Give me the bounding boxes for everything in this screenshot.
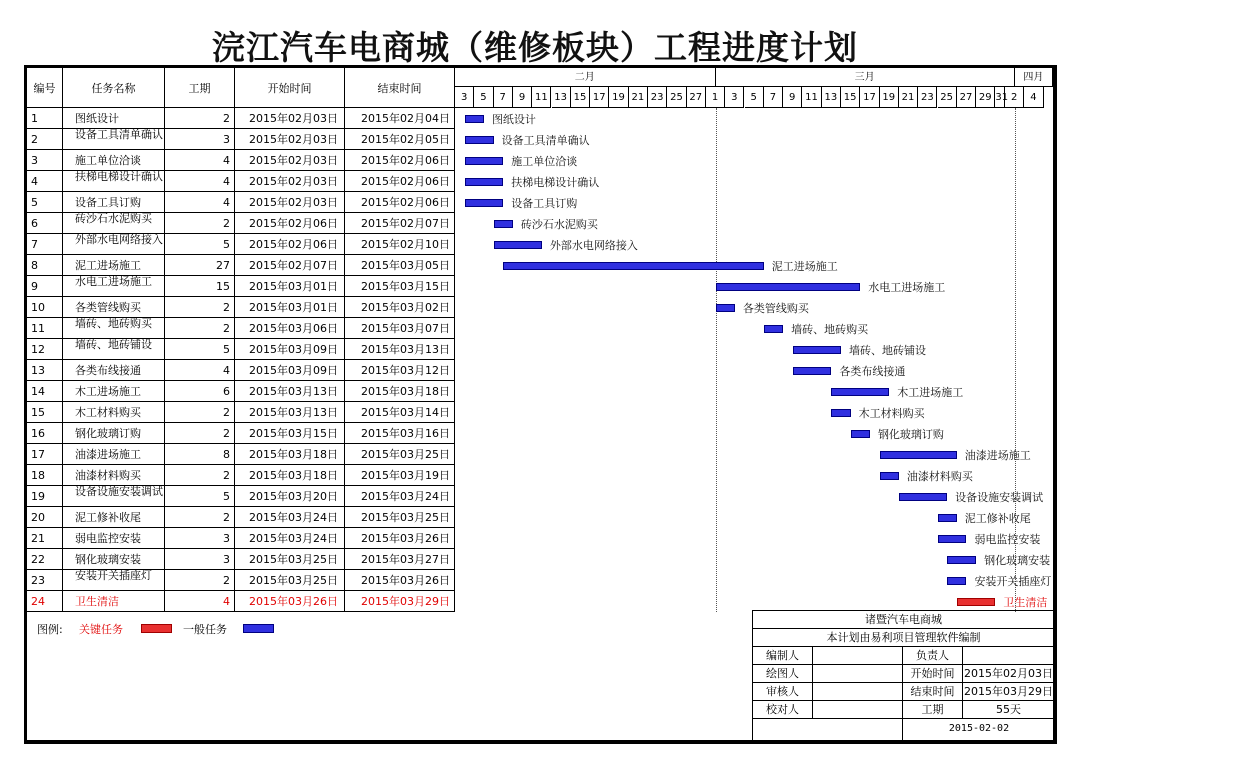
cell-name: 油漆进场施工 [63,444,165,465]
task-bar[interactable] [465,157,504,165]
day-tick-label: 29 [976,87,995,108]
table-row[interactable] [27,507,455,528]
cell-name: 外部水电网络接入 [63,234,165,255]
cell-id: 7 [27,234,63,255]
cell-duration: 2 [165,570,235,591]
cell-start: 2015年03月18日 [235,465,345,486]
cell-end: 2015年03月19日 [345,465,455,486]
task-bar[interactable] [938,514,957,522]
day-tick-label: 31 [995,87,1005,108]
table-row[interactable] [27,528,455,549]
info-box [752,610,1055,741]
cell-end: 2015年03月29日 [345,591,455,612]
info-checker-value [813,701,903,719]
cell-name: 卫生清洁 [63,591,165,612]
table-row[interactable] [27,465,455,486]
cell-start: 2015年03月09日 [235,360,345,381]
day-tick-label: 11 [532,87,551,108]
day-tick-label: 27 [687,87,706,108]
task-bar-label: 木工材料购买 [858,407,925,420]
cell-end: 2015年03月02日 [345,297,455,318]
critical-task-bar[interactable] [957,598,996,606]
info-start-label: 开始时间 [903,665,963,683]
month-divider [716,108,717,612]
cell-duration: 4 [165,171,235,192]
cell-start: 2015年03月13日 [235,381,345,402]
info-blank [753,719,903,741]
day-tick-label: 17 [590,87,609,108]
cell-start: 2015年02月06日 [235,234,345,255]
info-drawer-value [813,665,903,683]
day-tick-label: 23 [648,87,667,108]
cell-start: 2015年03月01日 [235,297,345,318]
cell-duration: 5 [165,486,235,507]
cell-id: 12 [27,339,63,360]
cell-end: 2015年03月13日 [345,339,455,360]
cell-id: 6 [27,213,63,234]
task-bar-label: 施工单位洽谈 [511,155,578,168]
cell-duration: 3 [165,129,235,150]
cell-end: 2015年02月06日 [345,171,455,192]
task-bar[interactable] [764,325,783,333]
task-bar[interactable] [793,367,832,375]
task-bar-label: 弱电监控安装 [974,533,1041,546]
task-bar-label: 油漆进场施工 [964,449,1031,462]
task-bar-label: 泥工修补收尾 [964,512,1031,525]
day-tick-label: 11 [802,87,821,108]
info-duration-value: 55天 [963,701,1055,719]
cell-end: 2015年03月05日 [345,255,455,276]
cell-start: 2015年03月18日 [235,444,345,465]
task-bar[interactable] [465,178,504,186]
cell-name: 施工单位洽谈 [63,150,165,171]
cell-start: 2015年03月15日 [235,423,345,444]
cell-id: 18 [27,465,63,486]
task-bar-label: 砖沙石水泥购买 [520,218,598,231]
day-tick-label: 4 [1024,87,1043,108]
table-row[interactable] [27,339,455,360]
task-bar-label: 图纸设计 [491,113,536,126]
task-bar[interactable] [465,136,494,144]
cell-start: 2015年02月03日 [235,192,345,213]
cell-start: 2015年03月09日 [235,339,345,360]
table-row[interactable] [27,402,455,423]
table-row[interactable] [27,234,455,255]
info-note: 本计划由易利项目管理软件编制 [753,629,1055,647]
cell-start: 2015年02月07日 [235,255,345,276]
cell-end: 2015年03月27日 [345,549,455,570]
table-row[interactable] [27,171,455,192]
cell-name: 钢化玻璃订购 [63,423,165,444]
gantt-chart [455,68,1053,612]
cell-name: 钢化玻璃安装 [63,549,165,570]
cell-id: 11 [27,318,63,339]
table-row[interactable] [27,192,455,213]
task-bar[interactable] [716,283,861,291]
info-end-label: 结束时间 [903,683,963,701]
table-row[interactable] [27,297,455,318]
cell-start: 2015年03月01日 [235,276,345,297]
info-checker-label: 校对人 [753,701,813,719]
task-bar[interactable] [793,346,841,354]
info-duration-label: 工期 [903,701,963,719]
cell-start: 2015年03月25日 [235,570,345,591]
cell-id: 8 [27,255,63,276]
day-tick-label: 13 [552,87,571,108]
task-bar-label: 钢化玻璃订购 [877,428,944,441]
task-bar[interactable] [494,220,513,228]
cell-end: 2015年03月07日 [345,318,455,339]
cell-id: 13 [27,360,63,381]
cell-id: 16 [27,423,63,444]
cell-id: 1 [27,108,63,129]
task-bar-label: 水电工进场施工 [868,281,946,294]
info-company: 诸暨汽车电商城 [753,611,1055,629]
legend-normal-swatch [243,624,274,633]
column-header: 开始时间 [235,68,345,108]
cell-duration: 15 [165,276,235,297]
cell-id: 21 [27,528,63,549]
cell-end: 2015年03月15日 [345,276,455,297]
task-bar[interactable] [831,409,850,417]
day-tick-label: 21 [629,87,648,108]
cell-id: 20 [27,507,63,528]
cell-end: 2015年02月07日 [345,213,455,234]
cell-start: 2015年03月20日 [235,486,345,507]
month-header: 二月 [455,68,716,87]
legend-critical-swatch [141,624,172,633]
info-owner-value [963,647,1055,665]
cell-start: 2015年02月06日 [235,213,345,234]
task-bar-label: 墙砖、地砖购买 [791,323,869,336]
day-tick-label: 15 [841,87,860,108]
task-bar[interactable] [899,493,947,501]
cell-duration: 2 [165,507,235,528]
task-bar-label: 安装开关插座灯 [974,575,1052,588]
column-header: 工期 [165,68,235,108]
day-tick-label: 19 [609,87,628,108]
cell-end: 2015年02月10日 [345,234,455,255]
cell-id: 14 [27,381,63,402]
task-bar-label: 外部水电网络接入 [549,239,638,252]
cell-name: 设备工具清单确认 [63,129,165,150]
column-header: 任务名称 [63,68,165,108]
cell-start: 2015年02月03日 [235,129,345,150]
cell-end: 2015年02月06日 [345,192,455,213]
task-bar[interactable] [716,304,735,312]
info-date: 2015-02-02 [948,723,1010,734]
cell-name: 弱电监控安装 [63,528,165,549]
cell-id: 24 [27,591,63,612]
task-bar-label: 卫生清洁 [1003,596,1048,609]
day-tick-label: 19 [880,87,899,108]
cell-name: 墙砖、地砖铺设 [63,339,165,360]
day-tick-label: 21 [899,87,918,108]
day-tick-label: 3 [455,87,474,108]
cell-id: 2 [27,129,63,150]
cell-name: 设备工具订购 [63,192,165,213]
task-bar[interactable] [938,535,967,543]
task-bar-label: 木工进场施工 [897,386,964,399]
cell-name: 图纸设计 [63,108,165,129]
day-tick-label: 7 [494,87,513,108]
cell-id: 19 [27,486,63,507]
task-bar[interactable] [947,556,976,564]
table-row[interactable] [27,150,455,171]
task-bar[interactable] [494,241,542,249]
info-start-value: 2015年02月03日 [963,665,1055,683]
cell-duration: 4 [165,150,235,171]
cell-name: 砖沙石水泥购买 [63,213,165,234]
cell-end: 2015年03月18日 [345,381,455,402]
cell-end: 2015年03月14日 [345,402,455,423]
table-row[interactable] [27,318,455,339]
cell-end: 2015年02月04日 [345,108,455,129]
cell-name: 设备设施安装调试 [63,486,165,507]
task-bar[interactable] [465,199,504,207]
table-row[interactable] [27,549,455,570]
info-drawer-label: 绘图人 [753,665,813,683]
cell-start: 2015年03月13日 [235,402,345,423]
cell-end: 2015年03月25日 [345,507,455,528]
day-tick-label: 9 [783,87,802,108]
info-end-value: 2015年03月29日 [963,683,1055,701]
table-row[interactable] [27,360,455,381]
cell-name: 安装开关插座灯 [63,570,165,591]
cell-name: 扶梯电梯设计确认 [63,171,165,192]
cell-start: 2015年02月03日 [235,171,345,192]
day-tick-label: 27 [957,87,976,108]
cell-end: 2015年02月06日 [345,150,455,171]
cell-id: 10 [27,297,63,318]
cell-name: 各类管线购买 [63,297,165,318]
cell-end: 2015年02月05日 [345,129,455,150]
task-bar[interactable] [947,577,966,585]
cell-id: 4 [27,171,63,192]
legend-critical-label: 关键任务 [79,623,123,636]
column-header: 编号 [27,68,63,108]
cell-duration: 5 [165,234,235,255]
cell-start: 2015年03月24日 [235,507,345,528]
cell-start: 2015年03月06日 [235,318,345,339]
table-row[interactable] [27,255,455,276]
cell-start: 2015年03月26日 [235,591,345,612]
day-tick-label: 1 [706,87,725,108]
cell-end: 2015年03月26日 [345,570,455,591]
day-tick-label: 5 [745,87,764,108]
info-reviewer-label: 审核人 [753,683,813,701]
cell-id: 15 [27,402,63,423]
table-row[interactable] [27,381,455,402]
task-bar-label: 各类布线接通 [839,365,906,378]
day-tick-label: 2 [1005,87,1024,108]
cell-duration: 2 [165,297,235,318]
task-bar[interactable] [851,430,870,438]
cell-start: 2015年02月03日 [235,108,345,129]
cell-duration: 4 [165,360,235,381]
cell-name: 各类布线接通 [63,360,165,381]
task-bar-label: 扶梯电梯设计确认 [511,176,600,189]
task-bar[interactable] [465,115,484,123]
table-row[interactable] [27,423,455,444]
info-owner-label: 负责人 [903,647,963,665]
cell-end: 2015年03月26日 [345,528,455,549]
cell-name: 泥工进场施工 [63,255,165,276]
cell-id: 22 [27,549,63,570]
cell-end: 2015年03月25日 [345,444,455,465]
task-bar-label: 油漆材料购买 [906,470,973,483]
task-bar[interactable] [880,472,899,480]
table-row[interactable] [27,276,455,297]
legend-label: 图例: [37,623,63,636]
day-tick-label: 9 [513,87,532,108]
cell-duration: 5 [165,339,235,360]
task-bar-label: 设备工具订购 [511,197,578,210]
task-bar-label: 设备设施安装调试 [955,491,1044,504]
task-bar[interactable] [831,388,889,396]
task-bar[interactable] [503,262,764,270]
cell-duration: 27 [165,255,235,276]
cell-name: 木工材料购买 [63,402,165,423]
table-row[interactable] [27,444,455,465]
task-bar-label: 各类管线购买 [742,302,809,315]
cell-name: 泥工修补收尾 [63,507,165,528]
table-row[interactable] [27,129,455,150]
cell-id: 5 [27,192,63,213]
cell-start: 2015年03月24日 [235,528,345,549]
cell-name: 墙砖、地砖购买 [63,318,165,339]
cell-duration: 6 [165,381,235,402]
task-bar-label: 钢化玻璃安装 [984,554,1051,567]
table-row[interactable] [27,213,455,234]
cell-name: 油漆材料购买 [63,465,165,486]
day-tick-label: 13 [822,87,841,108]
task-bar-label: 墙砖、地砖铺设 [849,344,926,357]
cell-duration: 8 [165,444,235,465]
cell-end: 2015年03月24日 [345,486,455,507]
info-reviewer-value [813,683,903,701]
cell-id: 9 [27,276,63,297]
cell-duration: 2 [165,108,235,129]
day-tick-label: 7 [764,87,783,108]
gantt-frame [24,65,1057,744]
task-bar[interactable] [880,451,957,459]
cell-id: 3 [27,150,63,171]
cell-duration: 3 [165,549,235,570]
day-tick-label: 3 [725,87,744,108]
day-tick-label: 25 [938,87,957,108]
cell-start: 2015年03月25日 [235,549,345,570]
cell-id: 23 [27,570,63,591]
day-tick-label: 23 [918,87,937,108]
cell-end: 2015年03月12日 [345,360,455,381]
table-row[interactable] [27,108,455,129]
cell-duration: 4 [165,591,235,612]
day-tick-label: 5 [474,87,493,108]
cell-duration: 2 [165,318,235,339]
cell-end: 2015年03月16日 [345,423,455,444]
info-editor-label: 编制人 [753,647,813,665]
cell-duration: 2 [165,402,235,423]
page-title: 浣江汽车电商城（维修板块）工程进度计划 [212,28,858,67]
cell-duration: 4 [165,192,235,213]
day-tick-label: 25 [667,87,686,108]
cell-name: 水电工进场施工 [63,276,165,297]
cell-duration: 2 [165,213,235,234]
table-row[interactable] [27,591,455,612]
month-header: 三月 [716,68,1015,87]
column-header: 结束时间 [345,68,455,108]
cell-start: 2015年02月03日 [235,150,345,171]
month-header: 四月 [1015,68,1053,87]
day-tick-label: 15 [571,87,590,108]
cell-name: 木工进场施工 [63,381,165,402]
task-bar-label: 泥工进场施工 [771,260,838,273]
legend-normal-label: 一般任务 [183,623,227,636]
day-tick-label: 17 [860,87,879,108]
cell-duration: 2 [165,465,235,486]
info-editor-value [813,647,903,665]
table-row[interactable] [27,570,455,591]
task-bar-label: 设备工具清单确认 [501,134,590,147]
cell-duration: 2 [165,423,235,444]
cell-id: 17 [27,444,63,465]
table-row[interactable] [27,486,455,507]
cell-duration: 3 [165,528,235,549]
